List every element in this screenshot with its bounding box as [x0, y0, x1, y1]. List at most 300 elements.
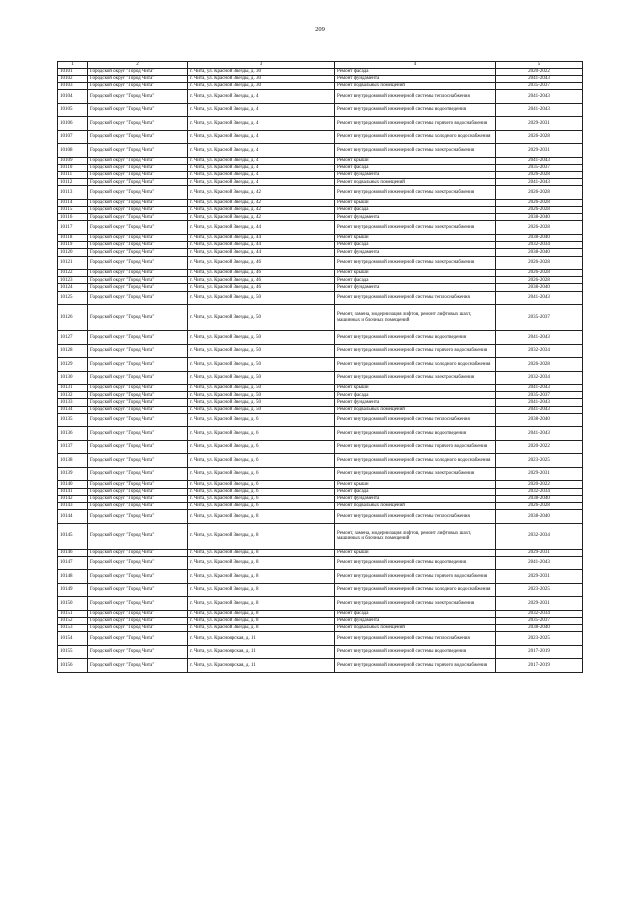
row-number-cell: 10113 [58, 186, 88, 200]
table-row [58, 103, 583, 117]
address-cell: г. Чита, ул. Красной Звезды, д. 4 [188, 164, 335, 171]
period-cell: 2026-2028 [496, 358, 583, 372]
table-row [58, 583, 583, 597]
address-cell: г. Чита, ул. Красной Звезды, д. 8 [188, 583, 335, 597]
period-cell: 2017-2019 [496, 645, 583, 659]
table-row [58, 82, 583, 89]
period-cell: 2029-2031 [496, 467, 583, 481]
row-number-cell: 10136 [58, 427, 88, 441]
work-type-cell: Ремонт внутридомовой инженерной системы водоотведения [335, 645, 496, 659]
table-row [58, 502, 583, 509]
table-row [58, 556, 583, 570]
work-type-cell: Ремонт внутридомовой инженерной системы холодного водоснабжения [335, 358, 496, 372]
work-type-cell: Ремонт фундамента [335, 249, 496, 256]
table-row [58, 199, 583, 206]
period-cell: 2041-2043 [496, 406, 583, 413]
row-number-cell: 10143 [58, 502, 88, 509]
table-row [58, 371, 583, 385]
municipality-cell: Городской округ "Город Чита" [88, 392, 188, 399]
period-cell: 2041-2043 [496, 556, 583, 570]
table-row [58, 172, 583, 179]
period-cell: 2032-2034 [496, 488, 583, 495]
period-cell: 2041-2043 [496, 427, 583, 441]
row-number-cell: 10125 [58, 291, 88, 305]
table-row [58, 130, 583, 144]
address-cell: г. Чита, ул. Красной Звезды, д. 44 [188, 221, 335, 235]
period-cell: 2026-2028 [496, 277, 583, 284]
municipality-cell: Городской округ "Город Чита" [88, 130, 188, 144]
work-type-cell: Ремонт внутридомовой инженерной системы теплоснабжения [335, 413, 496, 427]
table-row [58, 523, 583, 549]
address-cell: г. Чита, ул. Красной Звезды, д. 8 [188, 523, 335, 549]
municipality-cell: Городской округ "Город Чита" [88, 234, 188, 241]
work-type-cell: Ремонт внутридомовой инженерной системы холодного водоснабжения [335, 454, 496, 468]
address-cell: г. Чита, ул. Красной Звезды, д. 8 [188, 556, 335, 570]
table-row [58, 467, 583, 481]
row-number-cell: 10134 [58, 406, 88, 413]
municipality-cell: Городской округ "Город Чита" [88, 523, 188, 549]
row-number-cell: 10148 [58, 570, 88, 584]
address-cell: г. Чита, ул. Красной Звезды, д. 50 [188, 358, 335, 372]
work-type-cell: Ремонт внутридомовой инженерной системы электроснабжения [335, 467, 496, 481]
work-type-cell: Ремонт подвальных помещений [335, 82, 496, 89]
work-type-cell: Ремонт внутридомовой инженерной системы горячего водоснабжения [335, 117, 496, 131]
period-cell: 2035-2037 [496, 617, 583, 624]
work-type-cell: Ремонт внутридомовой инженерной системы теплоснабжения [335, 90, 496, 104]
address-cell: г. Чита, ул. Красноярская, д. 11 [188, 645, 335, 659]
row-number-cell: 10117 [58, 221, 88, 235]
period-cell: 2020-2022 [496, 440, 583, 454]
header-col-2: 2 [88, 62, 188, 69]
address-cell: г. Чита, ул. Красной Звезды, д. 8 [188, 617, 335, 624]
work-type-cell: Ремонт крыши [335, 234, 496, 241]
table-row [58, 358, 583, 372]
table-row [58, 249, 583, 256]
municipality-cell: Городской округ "Город Чита" [88, 645, 188, 659]
municipality-cell: Городской округ "Город Чита" [88, 305, 188, 331]
row-number-cell: 10149 [58, 583, 88, 597]
period-cell: 2035-2037 [496, 392, 583, 399]
period-cell: 2038-2040 [496, 234, 583, 241]
period-cell: 2026-2028 [496, 256, 583, 270]
work-type-cell: Ремонт внутридомовой инженерной системы электроснабжения [335, 221, 496, 235]
address-cell: г. Чита, ул. Красной Звезды, д. 44 [188, 234, 335, 241]
address-cell: г. Чита, ул. Красной Звезды, д. 6 [188, 454, 335, 468]
table-row [58, 385, 583, 392]
address-cell: г. Чита, ул. Красной Звезды, д. 4 [188, 144, 335, 158]
row-number-cell: 10110 [58, 164, 88, 171]
table-row [58, 284, 583, 291]
row-number-cell: 10104 [58, 90, 88, 104]
row-number-cell: 10139 [58, 467, 88, 481]
address-cell: г. Чита, ул. Красной Звезды, д. 4 [188, 172, 335, 179]
period-cell: 2038-2040 [496, 495, 583, 502]
row-number-cell: 10147 [58, 556, 88, 570]
municipality-cell: Городской округ "Город Чита" [88, 207, 188, 214]
address-cell: г. Чита, ул. Красной Звезды, д. 6 [188, 495, 335, 502]
page-number: 209 [315, 26, 325, 33]
address-cell: г. Чита, ул. Красной Звезды, д. 30 [188, 75, 335, 82]
header-col-4: 4 [335, 62, 496, 69]
row-number-cell: 10109 [58, 157, 88, 164]
period-cell: 2035-2037 [496, 82, 583, 89]
period-cell: 2023-2025 [496, 454, 583, 468]
address-cell: г. Чита, ул. Красной Звезды, д. 42 [188, 207, 335, 214]
table-row [58, 186, 583, 200]
table-row [58, 68, 583, 75]
period-cell: 2020-2022 [496, 481, 583, 488]
municipality-cell: Городской округ "Город Чита" [88, 617, 188, 624]
table-row [58, 221, 583, 235]
row-number-cell: 10102 [58, 75, 88, 82]
repair-schedule-table [57, 61, 583, 673]
row-number-cell: 10116 [58, 214, 88, 221]
row-number-cell: 10106 [58, 117, 88, 131]
period-cell: 2041-2043 [496, 90, 583, 104]
row-number-cell: 10103 [58, 82, 88, 89]
work-type-cell: Ремонт подвальных помещений [335, 179, 496, 186]
work-type-cell: Ремонт внутридомовой инженерной системы электроснабжения [335, 144, 496, 158]
work-type-cell: Ремонт фасада [335, 68, 496, 75]
period-cell: 2032-2034 [496, 344, 583, 358]
table-row [58, 399, 583, 406]
work-type-cell: Ремонт подвальных помещений [335, 406, 496, 413]
row-number-cell: 10123 [58, 277, 88, 284]
work-type-cell: Ремонт фасада [335, 242, 496, 249]
period-cell: 2029-2031 [496, 117, 583, 131]
period-cell: 2026-2028 [496, 130, 583, 144]
municipality-cell: Городской округ "Город Чита" [88, 427, 188, 441]
municipality-cell: Городской округ "Город Чита" [88, 68, 188, 75]
work-type-cell: Ремонт внутридомовой инженерной системы электроснабжения [335, 256, 496, 270]
municipality-cell: Городской округ "Город Чита" [88, 117, 188, 131]
period-cell: 2041-2043 [496, 75, 583, 82]
period-cell: 2041-2043 [496, 385, 583, 392]
row-number-cell: 10122 [58, 270, 88, 277]
work-type-cell: Ремонт фундамента [335, 214, 496, 221]
table-row [58, 305, 583, 331]
header-col-5: 5 [496, 62, 583, 69]
period-cell: 2041-2043 [496, 331, 583, 345]
work-type-cell: Ремонт внутридомовой инженерной системы электроснабжения [335, 597, 496, 611]
table-row [58, 570, 583, 584]
address-cell: г. Чита, ул. Красной Звезды, д. 6 [188, 481, 335, 488]
address-cell: г. Чита, ул. Красной Звезды, д. 4 [188, 103, 335, 117]
work-type-cell: Ремонт внутридомовой инженерной системы электроснабжения [335, 371, 496, 385]
header-col-1: 1 [58, 62, 88, 69]
row-number-cell: 10151 [58, 610, 88, 617]
municipality-cell: Городской округ "Город Чита" [88, 556, 188, 570]
table-row [58, 659, 583, 673]
table-row [58, 427, 583, 441]
row-number-cell: 10153 [58, 625, 88, 632]
period-cell: 2032-2034 [496, 371, 583, 385]
table-row [58, 413, 583, 427]
row-number-cell: 10111 [58, 172, 88, 179]
municipality-cell: Городской округ "Город Чита" [88, 144, 188, 158]
table-row [58, 597, 583, 611]
row-number-cell: 10137 [58, 440, 88, 454]
period-cell: 2038-2040 [496, 284, 583, 291]
address-cell: г. Чита, ул. Красной Звезды, д. 44 [188, 242, 335, 249]
address-cell: г. Чита, ул. Красной Звезды, д. 6 [188, 427, 335, 441]
table-row [58, 344, 583, 358]
period-cell: 2041-2043 [496, 179, 583, 186]
municipality-cell: Городской округ "Город Чита" [88, 75, 188, 82]
work-type-cell: Ремонт внутридомовой инженерной системы водоотведения [335, 427, 496, 441]
municipality-cell: Городской округ "Город Чита" [88, 610, 188, 617]
address-cell: г. Чита, ул. Красной Звезды, д. 50 [188, 344, 335, 358]
row-number-cell: 10145 [58, 523, 88, 549]
row-number-cell: 10138 [58, 454, 88, 468]
municipality-cell: Городской округ "Город Чита" [88, 90, 188, 104]
row-number-cell: 10129 [58, 358, 88, 372]
row-number-cell: 10126 [58, 305, 88, 331]
address-cell: г. Чита, ул. Красной Звезды, д. 44 [188, 249, 335, 256]
table-row [58, 291, 583, 305]
address-cell: г. Чита, ул. Красной Звезды, д. 42 [188, 214, 335, 221]
table-row [58, 270, 583, 277]
period-cell: 2023-2025 [496, 632, 583, 646]
period-cell: 2032-2034 [496, 610, 583, 617]
table-row [58, 632, 583, 646]
row-number-cell: 10140 [58, 481, 88, 488]
table-row [58, 90, 583, 104]
work-type-cell: Ремонт внутридомовой инженерной системы теплоснабжения [335, 291, 496, 305]
municipality-cell: Городской округ "Город Чита" [88, 82, 188, 89]
row-number-cell: 10141 [58, 488, 88, 495]
row-number-cell: 10156 [58, 659, 88, 673]
table-row [58, 164, 583, 171]
row-number-cell: 10128 [58, 344, 88, 358]
work-type-cell: Ремонт внутридомовой инженерной системы теплоснабжения [335, 632, 496, 646]
work-type-cell: Ремонт фасада [335, 392, 496, 399]
address-cell: г. Чита, ул. Красной Звезды, д. 50 [188, 406, 335, 413]
table-row [58, 214, 583, 221]
municipality-cell: Городской округ "Город Чита" [88, 371, 188, 385]
municipality-cell: Городской округ "Город Чита" [88, 570, 188, 584]
table-row [58, 75, 583, 82]
work-type-cell: Ремонт фасада [335, 277, 496, 284]
work-type-cell: Ремонт крыши [335, 199, 496, 206]
period-cell: 2041-2043 [496, 157, 583, 164]
municipality-cell: Городской округ "Город Чита" [88, 413, 188, 427]
work-type-cell: Ремонт фасада [335, 610, 496, 617]
period-cell: 2041-2043 [496, 399, 583, 406]
row-number-cell: 10133 [58, 399, 88, 406]
period-cell: 2026-2028 [496, 172, 583, 179]
municipality-cell: Городской округ "Город Чита" [88, 214, 188, 221]
period-cell: 2035-2037 [496, 305, 583, 331]
work-type-cell: Ремонт внутридомовой инженерной системы водоотведения [335, 103, 496, 117]
work-type-cell: Ремонт фасада [335, 488, 496, 495]
municipality-cell: Городской округ "Город Чита" [88, 242, 188, 249]
municipality-cell: Городской округ "Город Чита" [88, 179, 188, 186]
row-number-cell: 10146 [58, 549, 88, 556]
period-cell: 2038-2040 [496, 413, 583, 427]
municipality-cell: Городской округ "Город Чита" [88, 284, 188, 291]
table-row [58, 234, 583, 241]
work-type-cell: Ремонт фундамента [335, 399, 496, 406]
row-number-cell: 10135 [58, 413, 88, 427]
row-number-cell: 10101 [58, 68, 88, 75]
table-row [58, 256, 583, 270]
municipality-cell: Городской округ "Город Чита" [88, 440, 188, 454]
address-cell: г. Чита, ул. Красной Звезды, д. 50 [188, 399, 335, 406]
address-cell: г. Чита, ул. Красной Звезды, д. 50 [188, 291, 335, 305]
table-row [58, 207, 583, 214]
row-number-cell: 10127 [58, 331, 88, 345]
municipality-cell: Городской округ "Город Чита" [88, 632, 188, 646]
municipality-cell: Городской округ "Город Чита" [88, 291, 188, 305]
table-row [58, 645, 583, 659]
row-number-cell: 10119 [58, 242, 88, 249]
municipality-cell: Городской округ "Город Чита" [88, 331, 188, 345]
work-type-cell: Ремонт подвальных помещений [335, 502, 496, 509]
address-cell: г. Чита, ул. Красной Звезды, д. 8 [188, 597, 335, 611]
period-cell: 2041-2043 [496, 103, 583, 117]
address-cell: г. Чита, ул. Красной Звезды, д. 46 [188, 284, 335, 291]
work-type-cell: Ремонт, замена, модернизация лифтов, ремонт лифтовых шахт, машинных и блочных помещений [335, 305, 496, 331]
municipality-cell: Городской округ "Город Чита" [88, 256, 188, 270]
row-number-cell: 10118 [58, 234, 88, 241]
row-number-cell: 10112 [58, 179, 88, 186]
address-cell: г. Чита, ул. Красной Звезды, д. 6 [188, 467, 335, 481]
row-number-cell: 10115 [58, 207, 88, 214]
municipality-cell: Городской округ "Город Чита" [88, 467, 188, 481]
table-row [58, 406, 583, 413]
table-row [58, 179, 583, 186]
address-cell: г. Чита, ул. Красной Звезды, д. 8 [188, 610, 335, 617]
row-number-cell: 10131 [58, 385, 88, 392]
row-number-cell: 10152 [58, 617, 88, 624]
work-type-cell: Ремонт внутридомовой инженерной системы горячего водоснабжения [335, 344, 496, 358]
work-type-cell: Ремонт крыши [335, 481, 496, 488]
address-cell: г. Чита, ул. Красной Звезды, д. 42 [188, 199, 335, 206]
municipality-cell: Городской округ "Город Чита" [88, 502, 188, 509]
row-number-cell: 10154 [58, 632, 88, 646]
table-row [58, 617, 583, 624]
address-cell: г. Чита, ул. Красной Звезды, д. 42 [188, 186, 335, 200]
table-row [58, 481, 583, 488]
address-cell: г. Чита, ул. Красной Звезды, д. 46 [188, 256, 335, 270]
table-row [58, 144, 583, 158]
address-cell: г. Чита, ул. Красной Звезды, д. 6 [188, 413, 335, 427]
municipality-cell: Городской округ "Город Чита" [88, 186, 188, 200]
work-type-cell: Ремонт внутридомовой инженерной системы холодного водоснабжения [335, 583, 496, 597]
table-row [58, 157, 583, 164]
period-cell: 2038-2040 [496, 510, 583, 524]
row-number-cell: 10150 [58, 597, 88, 611]
row-number-cell: 10120 [58, 249, 88, 256]
address-cell: г. Чита, ул. Красной Звезды, д. 46 [188, 277, 335, 284]
period-cell: 2041-2043 [496, 291, 583, 305]
table-row [58, 488, 583, 495]
row-number-cell: 10105 [58, 103, 88, 117]
work-type-cell: Ремонт внутридомовой инженерной системы водоотведения [335, 556, 496, 570]
municipality-cell: Городской округ "Город Чита" [88, 406, 188, 413]
work-type-cell: Ремонт фундамента [335, 617, 496, 624]
municipality-cell: Городской округ "Город Чита" [88, 495, 188, 502]
work-type-cell: Ремонт фундамента [335, 495, 496, 502]
address-cell: г. Чита, ул. Красной Звезды, д. 8 [188, 570, 335, 584]
row-number-cell: 10130 [58, 371, 88, 385]
period-cell: 2029-2031 [496, 570, 583, 584]
work-type-cell: Ремонт внутридомовой инженерной системы горячего водоснабжения [335, 659, 496, 673]
address-cell: г. Чита, ул. Красной Звезды, д. 30 [188, 68, 335, 75]
address-cell: г. Чита, ул. Красноярская, д. 11 [188, 659, 335, 673]
municipality-cell: Городской округ "Город Чита" [88, 358, 188, 372]
work-type-cell: Ремонт крыши [335, 157, 496, 164]
municipality-cell: Городской округ "Город Чита" [88, 344, 188, 358]
work-type-cell: Ремонт крыши [335, 385, 496, 392]
municipality-cell: Городской округ "Город Чита" [88, 277, 188, 284]
work-type-cell: Ремонт внутридомовой инженерной системы водоотведения [335, 331, 496, 345]
address-cell: г. Чита, ул. Красной Звезды, д. 4 [188, 157, 335, 164]
municipality-cell: Городской округ "Город Чита" [88, 488, 188, 495]
municipality-cell: Городской округ "Город Чита" [88, 385, 188, 392]
header-col-3: 3 [188, 62, 335, 69]
period-cell: 2026-2028 [496, 270, 583, 277]
address-cell: г. Чита, ул. Красной Звезды, д. 4 [188, 90, 335, 104]
work-type-cell: Ремонт фундамента [335, 284, 496, 291]
work-type-cell: Ремонт внутридомовой инженерной системы теплоснабжения [335, 510, 496, 524]
address-cell: г. Чита, ул. Красной Звезды, д. 50 [188, 331, 335, 345]
municipality-cell: Городской округ "Город Чита" [88, 454, 188, 468]
municipality-cell: Городской округ "Город Чита" [88, 164, 188, 171]
period-cell: 2026-2028 [496, 199, 583, 206]
address-cell: г. Чита, ул. Красной Звезды, д. 50 [188, 371, 335, 385]
address-cell: г. Чита, ул. Красной Звезды, д. 8 [188, 510, 335, 524]
period-cell: 2026-2028 [496, 207, 583, 214]
period-cell: 2038-2040 [496, 625, 583, 632]
row-number-cell: 10114 [58, 199, 88, 206]
table-row [58, 392, 583, 399]
work-type-cell: Ремонт внутридомовой инженерной системы электроснабжения [335, 186, 496, 200]
address-cell: г. Чита, ул. Красной Звезды, д. 50 [188, 392, 335, 399]
row-number-cell: 10108 [58, 144, 88, 158]
period-cell: 2023-2025 [496, 583, 583, 597]
municipality-cell: Городской округ "Город Чита" [88, 597, 188, 611]
row-number-cell: 10107 [58, 130, 88, 144]
municipality-cell: Городской округ "Город Чита" [88, 270, 188, 277]
period-cell: 2038-2040 [496, 249, 583, 256]
address-cell: г. Чита, ул. Красной Звезды, д. 6 [188, 488, 335, 495]
row-number-cell: 10132 [58, 392, 88, 399]
table-row [58, 277, 583, 284]
municipality-cell: Городской округ "Город Чита" [88, 583, 188, 597]
address-cell: г. Чита, ул. Красной Звезды, д. 46 [188, 270, 335, 277]
work-type-cell: Ремонт крыши [335, 270, 496, 277]
municipality-cell: Городской округ "Город Чита" [88, 157, 188, 164]
table-row [58, 331, 583, 345]
work-type-cell: Ремонт крыши [335, 549, 496, 556]
address-cell: г. Чита, ул. Красной Звезды, д. 4 [188, 117, 335, 131]
address-cell: г. Чита, ул. Красной Звезды, д. 50 [188, 305, 335, 331]
period-cell: 2029-2031 [496, 549, 583, 556]
municipality-cell: Городской округ "Город Чита" [88, 625, 188, 632]
period-cell: 2026-2028 [496, 221, 583, 235]
work-type-cell: Ремонт фундамента [335, 75, 496, 82]
work-type-cell: Ремонт фасада [335, 207, 496, 214]
row-number-cell: 10142 [58, 495, 88, 502]
table-header-row [58, 62, 583, 69]
table-row [58, 510, 583, 524]
period-cell: 2035-2037 [496, 164, 583, 171]
work-type-cell: Ремонт, замена, модернизация лифтов, ремонт лифтовых шахт, машинных и блочных помещений [335, 523, 496, 549]
work-type-cell: Ремонт внутридомовой инженерной системы холодного водоснабжения [335, 130, 496, 144]
municipality-cell: Городской округ "Город Чита" [88, 172, 188, 179]
